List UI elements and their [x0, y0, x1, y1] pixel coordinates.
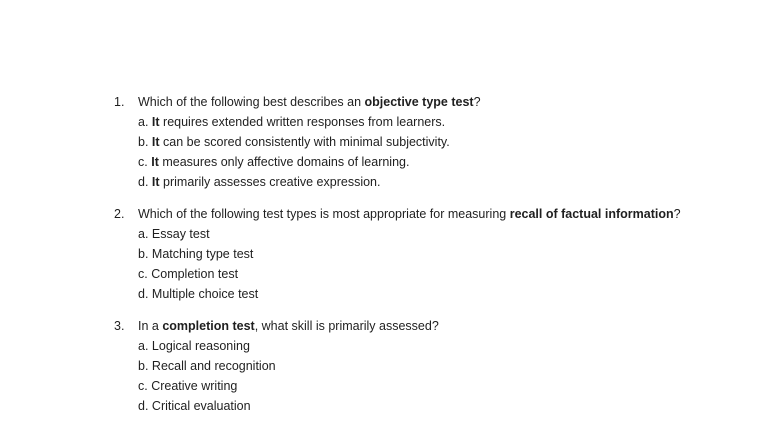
question-2 [114, 204, 754, 304]
option-text: Logical reasoning [151, 339, 250, 353]
option-bold: It [151, 155, 159, 169]
question-text-post: , what skill is primarily assessed? [254, 319, 439, 333]
option-bold: It [151, 135, 160, 149]
option-text: Essay test [151, 227, 210, 241]
question-number: 1. [114, 95, 125, 109]
question-number: 3. [114, 319, 125, 333]
question-key-term: objective type test [364, 95, 474, 109]
option-text: Completion test [151, 267, 239, 281]
option-text: requires extended written responses from learners. [159, 115, 446, 129]
option-c [138, 152, 754, 172]
question-text [138, 204, 754, 224]
option-c [138, 264, 754, 284]
question-list [114, 92, 754, 428]
option-b [138, 132, 754, 152]
option-text: Critical evaluation [151, 399, 251, 413]
option-letter: b. [138, 135, 149, 149]
option-text: Multiple choice test [151, 287, 259, 301]
option-text: Matching type test [151, 247, 254, 261]
option-letter: c. [138, 379, 148, 393]
option-d [138, 396, 754, 416]
question-text-pre: Which of the following test types is most appropriate for measuring [138, 207, 510, 221]
option-b [138, 244, 754, 264]
option-a [138, 224, 754, 244]
question-key-term: completion test [162, 319, 255, 333]
option-letter: d. [138, 287, 149, 301]
option-letter: a. [138, 339, 149, 353]
option-letter: d. [138, 399, 149, 413]
question-1 [114, 92, 754, 192]
option-list [138, 224, 754, 304]
question-text-post: ? [673, 207, 681, 221]
option-b [138, 356, 754, 376]
option-text: primarily assesses creative expression. [159, 175, 381, 189]
question-3 [114, 316, 754, 416]
question-text-post: ? [473, 95, 481, 109]
option-text: Recall and recognition [151, 359, 276, 373]
question-number: 2. [114, 207, 125, 221]
option-text: measures only affective domains of learning. [158, 155, 410, 169]
option-c [138, 376, 754, 396]
option-d [138, 284, 754, 304]
option-bold: It [151, 175, 160, 189]
option-list [138, 112, 754, 192]
option-bold: It [151, 115, 160, 129]
option-a [138, 336, 754, 356]
option-text: Creative writing [151, 379, 238, 393]
option-list [138, 336, 754, 416]
question-text-pre: Which of the following best describes an [138, 95, 365, 109]
option-letter: b. [138, 247, 149, 261]
option-letter: d. [138, 175, 149, 189]
option-letter: b. [138, 359, 149, 373]
option-d [138, 172, 754, 192]
question-text [138, 316, 754, 336]
question-text [138, 92, 754, 112]
option-letter: c. [138, 267, 148, 281]
option-a [138, 112, 754, 132]
option-letter: a. [138, 227, 149, 241]
option-text: can be scored consistently with minimal subjectivity. [159, 135, 450, 149]
question-key-term: recall of factual information [509, 207, 674, 221]
option-letter: c. [138, 155, 148, 169]
question-text-pre: In a [138, 319, 163, 333]
option-letter: a. [138, 115, 149, 129]
